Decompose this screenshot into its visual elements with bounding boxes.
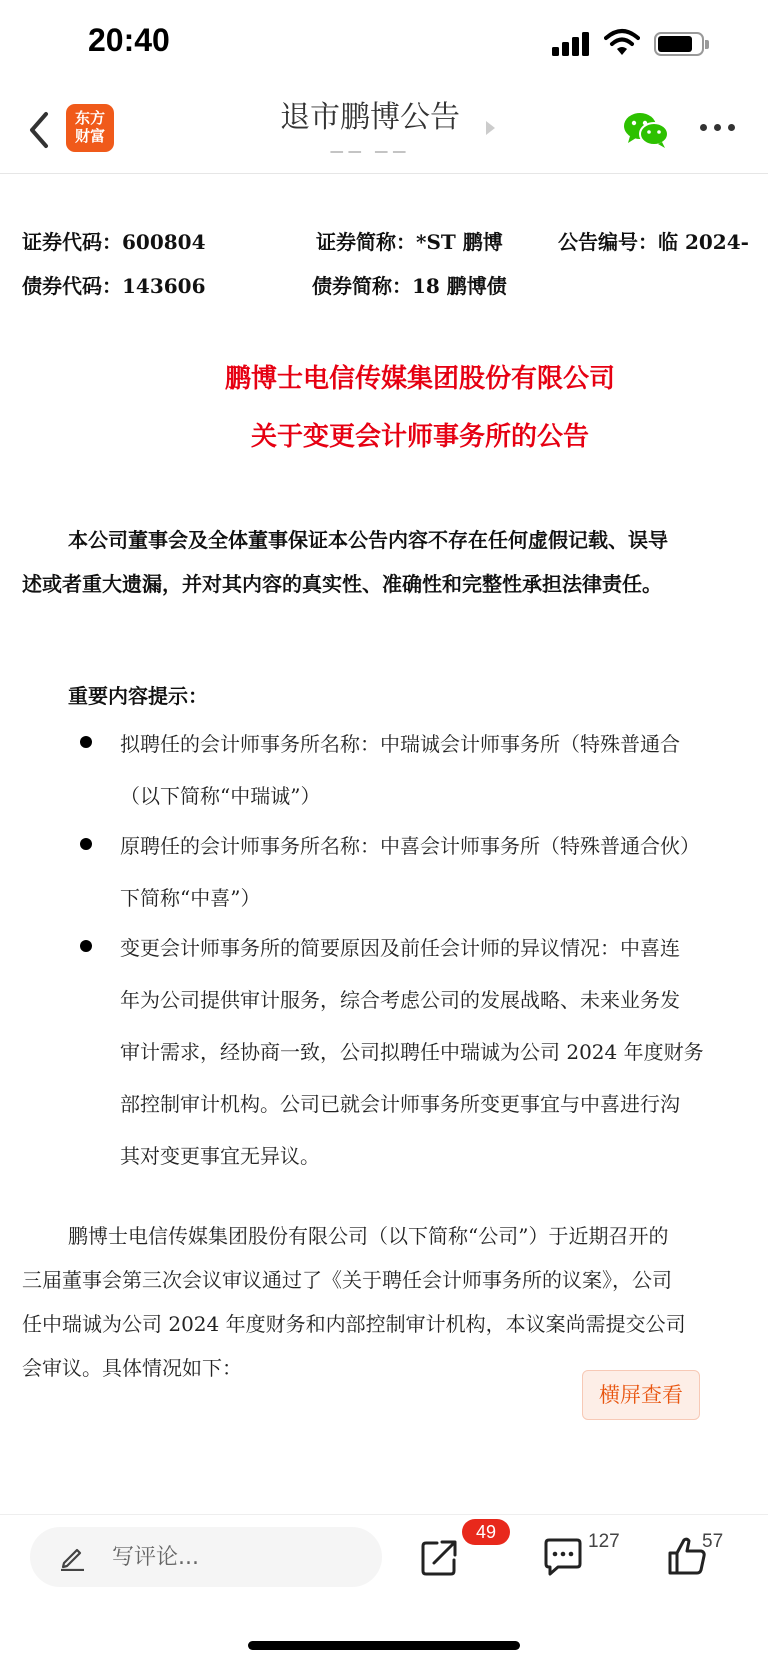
company-name: 鹏博士电信传媒集团股份有限公司 <box>224 364 615 394</box>
stock-code: 证券代码：600804 <box>22 230 206 254</box>
bullet-line: 拟聘任的会计师事务所名称：中瑞诚会计师事务所（特殊普通合 <box>120 732 680 756</box>
bullet-line: 审计需求，经协商一致，公司拟聘任中瑞诚为公司 2024 年度财务 <box>120 1040 704 1064</box>
battery-icon <box>654 32 704 56</box>
landscape-view-button[interactable]: 横屏查看 <box>582 1370 700 1420</box>
wechat-icon[interactable] <box>622 110 670 150</box>
bottom-action-bar <box>0 1514 768 1663</box>
body-line: 三届董事会第三次会议审议通过了《关于聘任会计师事务所的议案》，公司 <box>22 1268 672 1292</box>
app-logo[interactable]: 东方 财富 <box>66 104 114 152</box>
body-line: 鹏博士电信传媒集团股份有限公司（以下简称“公司”）于近期召开的 <box>68 1224 669 1248</box>
status-bar <box>0 0 768 88</box>
highlights-heading: 重要内容提示： <box>68 684 208 708</box>
cellular-signal-icon <box>552 30 592 56</box>
status-time: 20:40 <box>88 22 170 58</box>
bond-code: 债券代码：143606 <box>22 274 206 298</box>
bullet-dot <box>80 940 92 952</box>
bullet-line: 原聘任的会计师事务所名称：中喜会计师事务所（特殊普通合伙） <box>120 834 700 858</box>
bullet-dot <box>80 736 92 748</box>
title-arrow-icon[interactable] <box>486 121 495 135</box>
comment-count: 127 <box>588 1531 620 1552</box>
announcement-title: 关于变更会计师事务所的公告 <box>250 422 589 452</box>
share-count-badge: 49 <box>462 1519 510 1545</box>
bullet-line: （以下简称“中瑞诚”） <box>120 784 321 808</box>
stock-abbr: 证券简称：*ST 鹏博 <box>316 230 503 254</box>
body-line: 任中瑞诚为公司 2024 年度财务和内部控制审计机构，本议案尚需提交公司 <box>22 1312 686 1336</box>
statement-line: 述或者重大遗漏，并对其内容的真实性、准确性和完整性承担法律责任。 <box>22 572 662 596</box>
pencil-icon <box>58 1543 86 1571</box>
wifi-icon <box>604 28 640 56</box>
back-chevron-icon[interactable] <box>22 108 58 152</box>
bullet-line: 下简称“中喜”） <box>120 886 261 910</box>
notice-number: 公告编号：临 2024- <box>558 230 749 254</box>
bullet-line: 其对变更事宜无异议。 <box>120 1144 320 1168</box>
home-indicator <box>248 1641 520 1650</box>
statement-line: 本公司董事会及全体董事保证本公告内容不存在任何虚假记载、误导 <box>68 528 668 552</box>
bullet-line: 年为公司提供审计服务，综合考虑公司的发展战略、未来业务发 <box>120 988 680 1012</box>
page-title: 退市鹏博公告 <box>280 100 460 135</box>
body-line: 会审议。具体情况如下： <box>22 1356 242 1380</box>
share-icon[interactable] <box>420 1537 460 1577</box>
announcement-document <box>0 174 768 1514</box>
bullet-line: 部控制审计机构。公司已就会计师事务所变更事宜与中喜进行沟 <box>120 1092 680 1116</box>
page-subtitle: —— —— <box>329 144 411 160</box>
comment-input[interactable] <box>30 1527 382 1587</box>
like-count: 57 <box>702 1531 724 1552</box>
more-icon[interactable] <box>698 124 738 134</box>
nav-bar <box>0 88 768 174</box>
bond-abbr: 债券简称：18 鹏博债 <box>312 274 507 298</box>
comment-placeholder: 写评论... <box>112 1545 199 1570</box>
bullet-line: 变更会计师事务所的简要原因及前任会计师的异议情况：中喜连 <box>120 936 680 960</box>
bullet-dot <box>80 838 92 850</box>
comment-icon[interactable] <box>542 1537 584 1577</box>
